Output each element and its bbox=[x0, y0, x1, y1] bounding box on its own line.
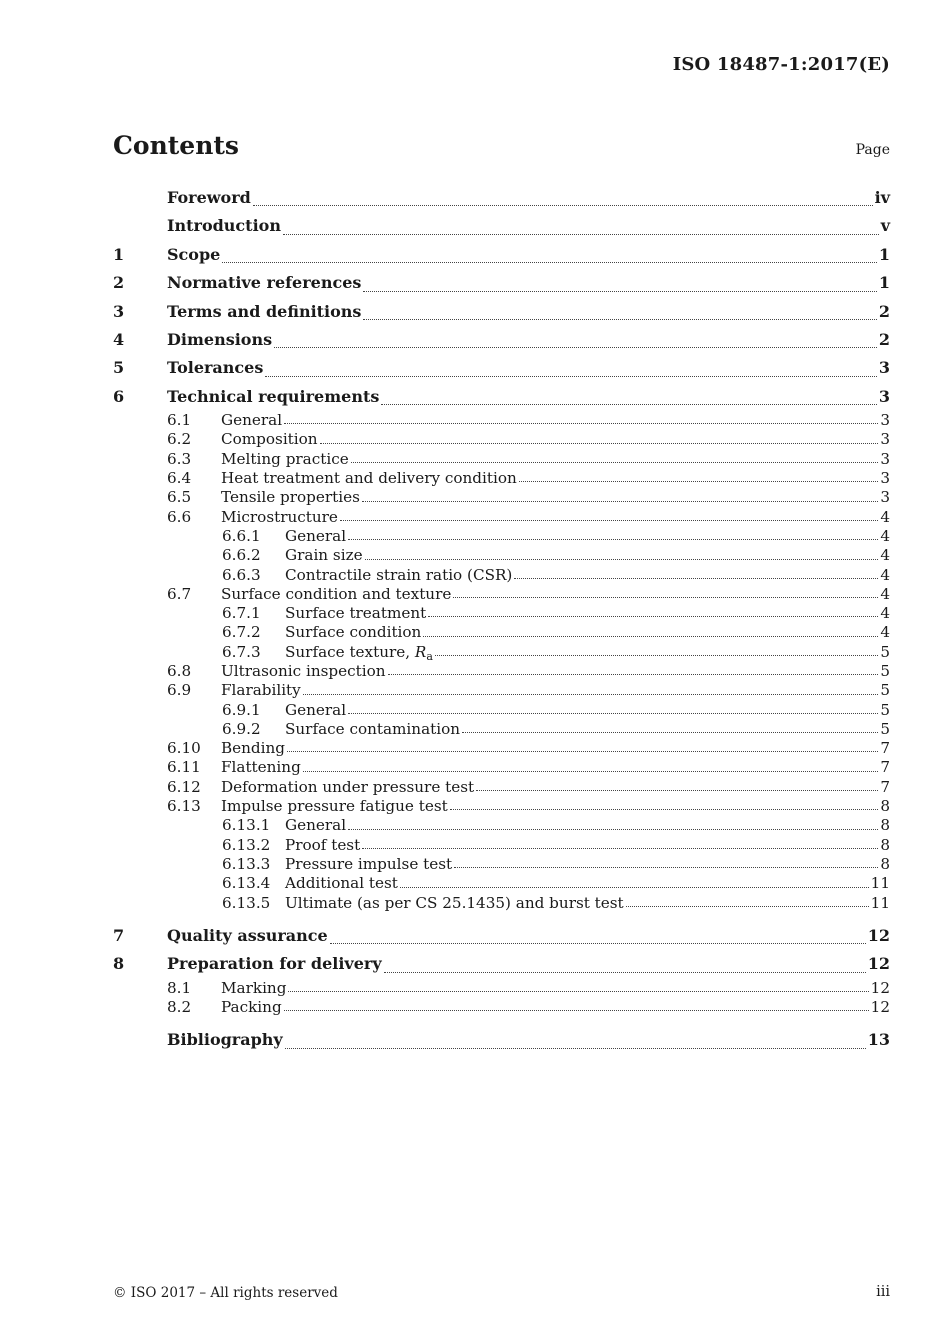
toc-entry-page: 1 bbox=[878, 244, 890, 264]
toc-entry[interactable] bbox=[113, 662, 890, 681]
toc-entry-number: 6.6.1 bbox=[222, 526, 261, 545]
toc-entry[interactable] bbox=[113, 950, 890, 978]
dot-leader bbox=[362, 501, 878, 502]
toc-entry-number: 6.7.1 bbox=[222, 604, 261, 623]
toc-entry[interactable] bbox=[113, 488, 890, 507]
toc-entry-page: 12 bbox=[867, 925, 890, 945]
toc-entry-number: 6.7.2 bbox=[222, 623, 261, 642]
toc-entry-number: 8.2 bbox=[167, 997, 192, 1016]
dot-leader bbox=[303, 771, 879, 772]
dot-leader bbox=[362, 848, 878, 849]
dot-leader bbox=[285, 1048, 866, 1049]
dot-leader bbox=[365, 559, 879, 560]
toc-entry-page: 3 bbox=[880, 411, 890, 430]
toc-entry[interactable] bbox=[113, 758, 890, 777]
dot-leader bbox=[462, 732, 878, 733]
toc-entry[interactable] bbox=[113, 998, 890, 1017]
toc-entry[interactable] bbox=[113, 527, 890, 546]
dot-leader bbox=[253, 205, 873, 206]
toc-entry[interactable] bbox=[113, 1026, 890, 1054]
toc-entry-number: 6.13.3 bbox=[222, 854, 271, 873]
toc-entry-page: v bbox=[880, 216, 890, 236]
dot-leader bbox=[435, 655, 878, 656]
toc-entry[interactable] bbox=[113, 585, 890, 604]
toc-entry-number: 6.2 bbox=[167, 430, 192, 449]
toc-entry-title: Surface contamination bbox=[285, 719, 461, 738]
dot-leader bbox=[265, 376, 877, 377]
toc-entry-title: Contractile strain ratio (CSR) bbox=[285, 565, 513, 584]
toc-entry[interactable] bbox=[113, 855, 890, 874]
toc-entry[interactable] bbox=[113, 894, 890, 913]
dot-leader bbox=[330, 943, 866, 944]
toc-entry-number: 6.6.2 bbox=[222, 546, 261, 565]
toc-entry-title: Ultrasonic inspection bbox=[221, 661, 386, 680]
toc-entry-page: 3 bbox=[880, 430, 890, 449]
toc-entry[interactable] bbox=[113, 797, 890, 816]
document-identifier: ISO 18487-1:2017(E) bbox=[672, 54, 890, 75]
dot-leader bbox=[320, 443, 879, 444]
toc-entry-title: Preparation for delivery bbox=[167, 954, 382, 974]
toc-entry-number: 6.13.5 bbox=[222, 893, 271, 912]
toc-entry[interactable] bbox=[113, 411, 890, 430]
dot-leader bbox=[388, 674, 879, 675]
toc-entry-page: 7 bbox=[880, 777, 890, 796]
toc-entry-number: 6.3 bbox=[167, 449, 192, 468]
toc-entry-title: Pressure impulse test bbox=[285, 854, 453, 873]
toc-entry-title: Tolerances bbox=[167, 358, 264, 378]
toc-entry[interactable] bbox=[113, 778, 890, 797]
toc-entry-number: 6 bbox=[113, 386, 125, 406]
toc-entry-number: 6.6.3 bbox=[222, 565, 261, 584]
toc-entry[interactable] bbox=[113, 469, 890, 488]
dot-leader bbox=[351, 462, 879, 463]
toc-entry[interactable] bbox=[113, 874, 890, 893]
dot-leader bbox=[288, 991, 868, 992]
toc-entry-page: 4 bbox=[880, 623, 890, 642]
toc-entry[interactable] bbox=[113, 546, 890, 565]
toc-entry-page: 5 bbox=[880, 719, 890, 738]
dot-leader bbox=[626, 906, 869, 907]
toc-entry-title: Marking bbox=[221, 978, 287, 997]
dot-leader bbox=[363, 319, 876, 320]
toc-entry[interactable] bbox=[113, 354, 890, 382]
toc-entry-title: Additional test bbox=[285, 874, 398, 893]
toc-entry-title: Surface treatment bbox=[285, 604, 427, 623]
dot-leader bbox=[381, 404, 877, 405]
dot-leader bbox=[363, 291, 876, 292]
toc-entry[interactable] bbox=[113, 623, 890, 642]
toc-entry-number: 8 bbox=[113, 954, 125, 974]
toc-entry-number: 6.7 bbox=[167, 584, 192, 603]
dot-leader bbox=[514, 578, 878, 579]
toc-entry-title: General bbox=[285, 526, 347, 545]
dot-leader bbox=[423, 636, 878, 637]
toc-entry-page: 8 bbox=[880, 854, 890, 873]
toc-entry-title: Foreword bbox=[167, 188, 251, 207]
toc-entry-page: 4 bbox=[880, 526, 890, 545]
toc-entry-title: Dimensions bbox=[167, 329, 273, 349]
toc-entry-title: Scope bbox=[167, 244, 221, 264]
toc-entry-number: 6.1 bbox=[167, 411, 192, 430]
dot-leader bbox=[283, 234, 879, 235]
dot-leader bbox=[284, 1010, 869, 1011]
toc-entry-page: 3 bbox=[878, 358, 890, 378]
toc-entry-number: 6.13.4 bbox=[222, 874, 271, 893]
toc-entry[interactable] bbox=[113, 383, 890, 411]
toc-entry-title: Surface condition bbox=[285, 623, 422, 642]
toc-entry-page: 3 bbox=[880, 449, 890, 468]
toc-entry-title: Composition bbox=[221, 430, 318, 449]
dot-leader bbox=[348, 829, 878, 830]
toc-entry-title: Flarability bbox=[221, 681, 301, 700]
toc-entry-page: 4 bbox=[880, 546, 890, 565]
toc-entry-page: 2 bbox=[878, 329, 890, 349]
toc-entry-title: Surface condition and texture bbox=[221, 584, 452, 603]
toc-entry-title-subscript: a bbox=[426, 649, 433, 663]
toc-entry-page: 12 bbox=[870, 997, 890, 1016]
toc-entry-title: Impulse pressure fatigue test bbox=[221, 797, 448, 816]
toc-entry[interactable] bbox=[113, 816, 890, 835]
toc-entry-title: Grain size bbox=[285, 546, 363, 565]
dot-leader bbox=[519, 481, 879, 482]
toc-entry-number: 6.13.1 bbox=[222, 816, 271, 835]
toc-entry-number: 1 bbox=[113, 244, 125, 264]
toc-entry-number: 5 bbox=[113, 358, 125, 378]
toc-entry-page: 12 bbox=[867, 954, 890, 974]
toc-entry-page: 4 bbox=[880, 584, 890, 603]
toc-entry-page: iv bbox=[874, 188, 890, 207]
dot-leader bbox=[450, 809, 879, 810]
toc-entry[interactable] bbox=[113, 269, 890, 297]
toc-entry-title: Bending bbox=[221, 739, 286, 758]
toc-entry-number: 6.9.1 bbox=[222, 700, 261, 719]
toc-entry-title: Packing bbox=[221, 997, 282, 1016]
toc-entry-page: 2 bbox=[878, 301, 890, 321]
toc-entry-title: Bibliography bbox=[167, 1030, 283, 1050]
toc-entry-title: General bbox=[221, 411, 283, 430]
dot-leader bbox=[384, 972, 866, 973]
toc-entry-title: Melting practice bbox=[221, 449, 349, 468]
toc-entry-page: 8 bbox=[880, 835, 890, 854]
toc-entry[interactable] bbox=[113, 430, 890, 449]
toc-entry-number: 6.9.2 bbox=[222, 719, 261, 738]
toc-entry[interactable] bbox=[113, 643, 890, 662]
toc-entry-number: 2 bbox=[113, 273, 125, 293]
toc-entry[interactable] bbox=[113, 681, 890, 700]
toc-entry[interactable] bbox=[113, 604, 890, 623]
toc-entry[interactable] bbox=[113, 720, 890, 739]
toc-entry-page: 13 bbox=[867, 1030, 890, 1050]
toc-entry-title: Flattening bbox=[221, 758, 301, 777]
toc-entry-number: 6.12 bbox=[167, 777, 201, 796]
dot-leader bbox=[274, 347, 877, 348]
toc-entry-page: 8 bbox=[880, 797, 890, 816]
dot-leader bbox=[348, 713, 878, 714]
toc-entry-page: 7 bbox=[880, 739, 890, 758]
toc-entry[interactable] bbox=[113, 739, 890, 758]
toc-entry[interactable] bbox=[113, 701, 890, 720]
toc-entry[interactable] bbox=[113, 326, 890, 354]
toc-entry-page: 4 bbox=[880, 565, 890, 584]
toc-entry-page: 7 bbox=[880, 758, 890, 777]
toc-entry-number: 6.9 bbox=[167, 681, 192, 700]
toc-entry-page: 5 bbox=[880, 642, 890, 661]
toc-entry-number: 6.4 bbox=[167, 469, 192, 488]
toc-entry-title: Tensile properties bbox=[221, 488, 360, 507]
page-column-label: Page bbox=[855, 142, 890, 158]
dot-leader bbox=[284, 423, 878, 424]
toc-entry[interactable] bbox=[113, 212, 890, 240]
toc-entry-title-text: Surface texture, bbox=[285, 642, 415, 661]
toc-entry-number: 8.1 bbox=[167, 978, 192, 997]
dot-leader bbox=[454, 867, 878, 868]
toc-entry-number: 3 bbox=[113, 301, 125, 321]
toc-entry-page: 3 bbox=[878, 386, 890, 406]
toc-entry[interactable] bbox=[113, 979, 890, 998]
toc-entry-number: 6.7.3 bbox=[222, 642, 261, 661]
toc-entry-number: 6.6 bbox=[167, 507, 192, 526]
toc-entry-number: 6.5 bbox=[167, 488, 192, 507]
toc-entry-title-symbol: R bbox=[414, 642, 427, 661]
dot-leader bbox=[476, 790, 878, 791]
dot-leader bbox=[340, 520, 878, 521]
toc-entry-page: 3 bbox=[880, 488, 890, 507]
toc-entry-title: Terms and definitions bbox=[167, 301, 362, 321]
toc-entry-page: 5 bbox=[880, 700, 890, 719]
toc-entry-title: Introduction bbox=[167, 216, 281, 236]
toc-entry-title: Normative references bbox=[167, 273, 362, 293]
toc-entry[interactable] bbox=[113, 241, 890, 269]
toc-entry[interactable] bbox=[113, 450, 890, 469]
toc-entry-title: Technical requirements bbox=[167, 386, 380, 406]
dot-leader bbox=[453, 597, 878, 598]
toc-entry-title: Quality assurance bbox=[167, 925, 328, 945]
contents-heading: Contents bbox=[113, 131, 240, 160]
toc-entry-page: 11 bbox=[870, 893, 890, 912]
copyright-notice: © ISO 2017 – All rights reserved bbox=[113, 1285, 338, 1301]
dot-leader bbox=[303, 694, 879, 695]
toc-entry-page: 4 bbox=[880, 507, 890, 526]
toc-entry-title: General bbox=[285, 816, 347, 835]
table-of-contents bbox=[113, 184, 890, 1055]
dot-leader bbox=[400, 887, 869, 888]
toc-entry-number: 6.13.2 bbox=[222, 835, 271, 854]
toc-entry-title: Proof test bbox=[285, 835, 361, 854]
toc-entry[interactable] bbox=[113, 298, 890, 326]
dot-leader bbox=[287, 751, 878, 752]
dot-leader bbox=[348, 539, 878, 540]
dot-leader bbox=[222, 262, 877, 263]
toc-entry-number: 6.11 bbox=[167, 758, 201, 777]
toc-entry[interactable] bbox=[113, 508, 890, 527]
toc-entry-number: 6.13 bbox=[167, 797, 201, 816]
dot-leader bbox=[428, 616, 878, 617]
toc-entry[interactable] bbox=[113, 836, 890, 855]
toc-entry-page: 3 bbox=[880, 469, 890, 488]
toc-entry-number: 4 bbox=[113, 329, 125, 349]
toc-entry-title: Microstructure bbox=[221, 507, 338, 526]
toc-entry-page: 1 bbox=[878, 273, 890, 293]
toc-entry-page: 8 bbox=[880, 816, 890, 835]
toc-entry-number: 6.10 bbox=[167, 739, 201, 758]
toc-entry-title: Heat treatment and delivery condition bbox=[221, 469, 517, 488]
toc-entry-page: 12 bbox=[870, 978, 890, 997]
toc-entry-title: Ultimate (as per CS 25.1435) and burst test bbox=[285, 893, 624, 912]
toc-entry-page: 11 bbox=[870, 874, 890, 893]
toc-entry[interactable] bbox=[113, 922, 890, 950]
toc-entry-page: 4 bbox=[880, 604, 890, 623]
page-number: iii bbox=[876, 1284, 890, 1300]
toc-entry[interactable] bbox=[113, 184, 890, 212]
toc-entry[interactable] bbox=[113, 566, 890, 585]
toc-entry-title: General bbox=[285, 700, 347, 719]
toc-entry-page: 5 bbox=[880, 681, 890, 700]
toc-entry-page: 5 bbox=[880, 661, 890, 680]
toc-entry-number: 6.8 bbox=[167, 661, 192, 680]
toc-entry-number: 7 bbox=[113, 925, 125, 945]
toc-entry-title: Deformation under pressure test bbox=[221, 777, 475, 796]
